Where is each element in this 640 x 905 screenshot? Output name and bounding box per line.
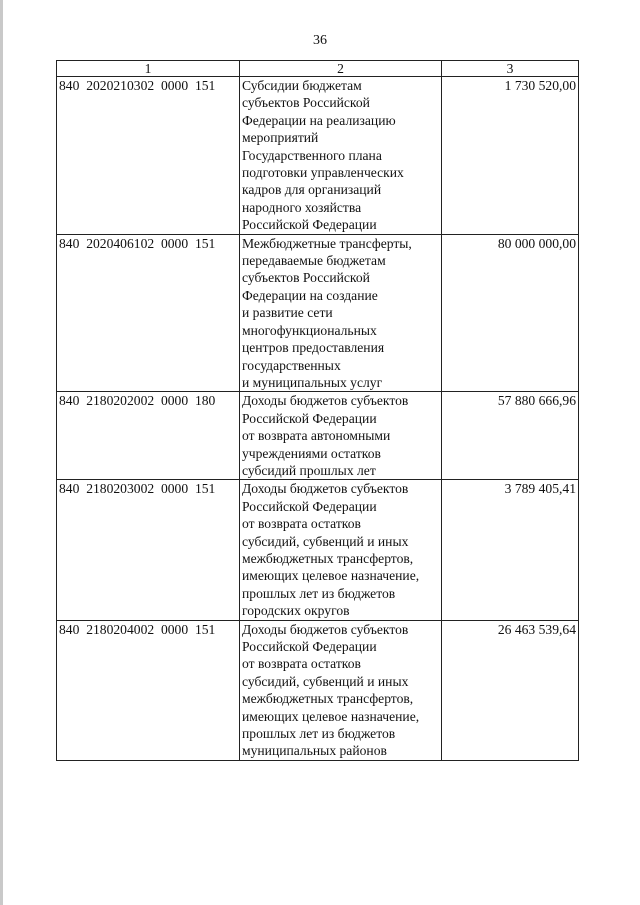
description-line: субсидий, субвенций и иных bbox=[242, 533, 409, 549]
description-line: от возврата остатков bbox=[242, 516, 361, 532]
table-row bbox=[57, 620, 579, 760]
description-line: Доходы бюджетов субъектов bbox=[242, 621, 409, 637]
description-line: от возврата автономными bbox=[242, 428, 391, 444]
description-line: муниципальных районов bbox=[242, 743, 387, 759]
table-row bbox=[57, 234, 579, 392]
amount-cell: 3 789 405,41 bbox=[442, 480, 579, 620]
description-line: центров предоставления bbox=[242, 340, 385, 356]
description-line: и муниципальных услуг bbox=[242, 374, 383, 390]
description-line: межбюджетных трансфертов, bbox=[242, 691, 414, 707]
description-cell bbox=[240, 77, 442, 235]
description-line: Российской Федерации bbox=[242, 498, 377, 514]
page-number: 36 bbox=[313, 33, 327, 48]
description-line: прошлых лет из бюджетов bbox=[242, 726, 396, 742]
description-line: Доходы бюджетов субъектов bbox=[242, 393, 409, 409]
description-line: Федерации на реализацию bbox=[242, 112, 396, 128]
description-line: городских округов bbox=[242, 603, 350, 619]
description-line: прошлых лет из бюджетов bbox=[242, 585, 396, 601]
budget-table bbox=[56, 60, 579, 761]
description-line: передаваемые бюджетам bbox=[242, 253, 386, 269]
description-line: Федерации на создание bbox=[242, 287, 378, 303]
description-line: субсидий прошлых лет bbox=[242, 462, 376, 478]
description-cell bbox=[240, 620, 442, 760]
description-line: имеющих целевое назначение, bbox=[242, 568, 420, 584]
description-cell bbox=[240, 234, 442, 392]
description-line: многофункциональных bbox=[242, 322, 377, 338]
amount-cell: 80 000 000,00 bbox=[442, 234, 579, 392]
description-line: субъектов Российской bbox=[242, 95, 370, 111]
description-line: кадров для организаций bbox=[242, 182, 382, 198]
description-line: Российской Федерации bbox=[242, 639, 377, 654]
description-line: Государственного плана bbox=[242, 147, 382, 163]
description-line: подготовки управленческих bbox=[242, 165, 404, 181]
description-cell bbox=[240, 480, 442, 620]
amount-cell: 26 463 539,64 bbox=[442, 620, 579, 760]
description-line: имеющих целевое назначение, bbox=[242, 708, 420, 724]
description-line: государственных bbox=[242, 357, 341, 373]
description-line: мероприятий bbox=[242, 130, 319, 146]
budget-code-cell bbox=[57, 77, 240, 235]
description-line: и развитие сети bbox=[242, 305, 333, 321]
table-row bbox=[57, 480, 579, 620]
budget-code-cell bbox=[57, 620, 240, 760]
budget-code: 840 2180204002 0000 151 bbox=[59, 621, 216, 637]
description-line: Российской Федерации bbox=[242, 410, 377, 426]
header-row bbox=[57, 61, 579, 77]
column-header-description: 2 bbox=[240, 61, 442, 77]
budget-code: 840 2180202002 0000 180 bbox=[59, 393, 216, 409]
budget-code: 840 2020406102 0000 151 bbox=[59, 235, 216, 251]
column-header-amount: 3 bbox=[442, 61, 579, 77]
description-line: Межбюджетные трансферты, bbox=[242, 235, 412, 251]
budget-code-cell bbox=[57, 480, 240, 620]
description-line: межбюджетных трансфертов, bbox=[242, 550, 414, 566]
table-row bbox=[57, 77, 579, 235]
budget-code-cell bbox=[57, 234, 240, 392]
description-cell bbox=[240, 392, 442, 480]
amount-cell: 57 880 666,96 bbox=[442, 392, 579, 480]
description-line: Субсидии бюджетам bbox=[242, 78, 362, 93]
budget-code: 840 2020210302 0000 151 bbox=[59, 78, 216, 93]
budget-code-cell bbox=[57, 392, 240, 480]
description-line: субсидий, субвенций и иных bbox=[242, 673, 409, 689]
scan-edge bbox=[0, 0, 3, 905]
description-line: субъектов Российской bbox=[242, 270, 370, 286]
description-line: от возврата остатков bbox=[242, 656, 361, 672]
description-line: Доходы бюджетов субъектов bbox=[242, 481, 409, 497]
description-line: народного хозяйства bbox=[242, 199, 362, 215]
description-line: Российской Федерации bbox=[242, 217, 377, 233]
column-header-code: 1 bbox=[57, 61, 240, 77]
table-row bbox=[57, 392, 579, 480]
amount-cell: 1 730 520,00 bbox=[442, 77, 579, 235]
description-line: учреждениями остатков bbox=[242, 445, 381, 461]
budget-code: 840 2180203002 0000 151 bbox=[59, 481, 216, 497]
